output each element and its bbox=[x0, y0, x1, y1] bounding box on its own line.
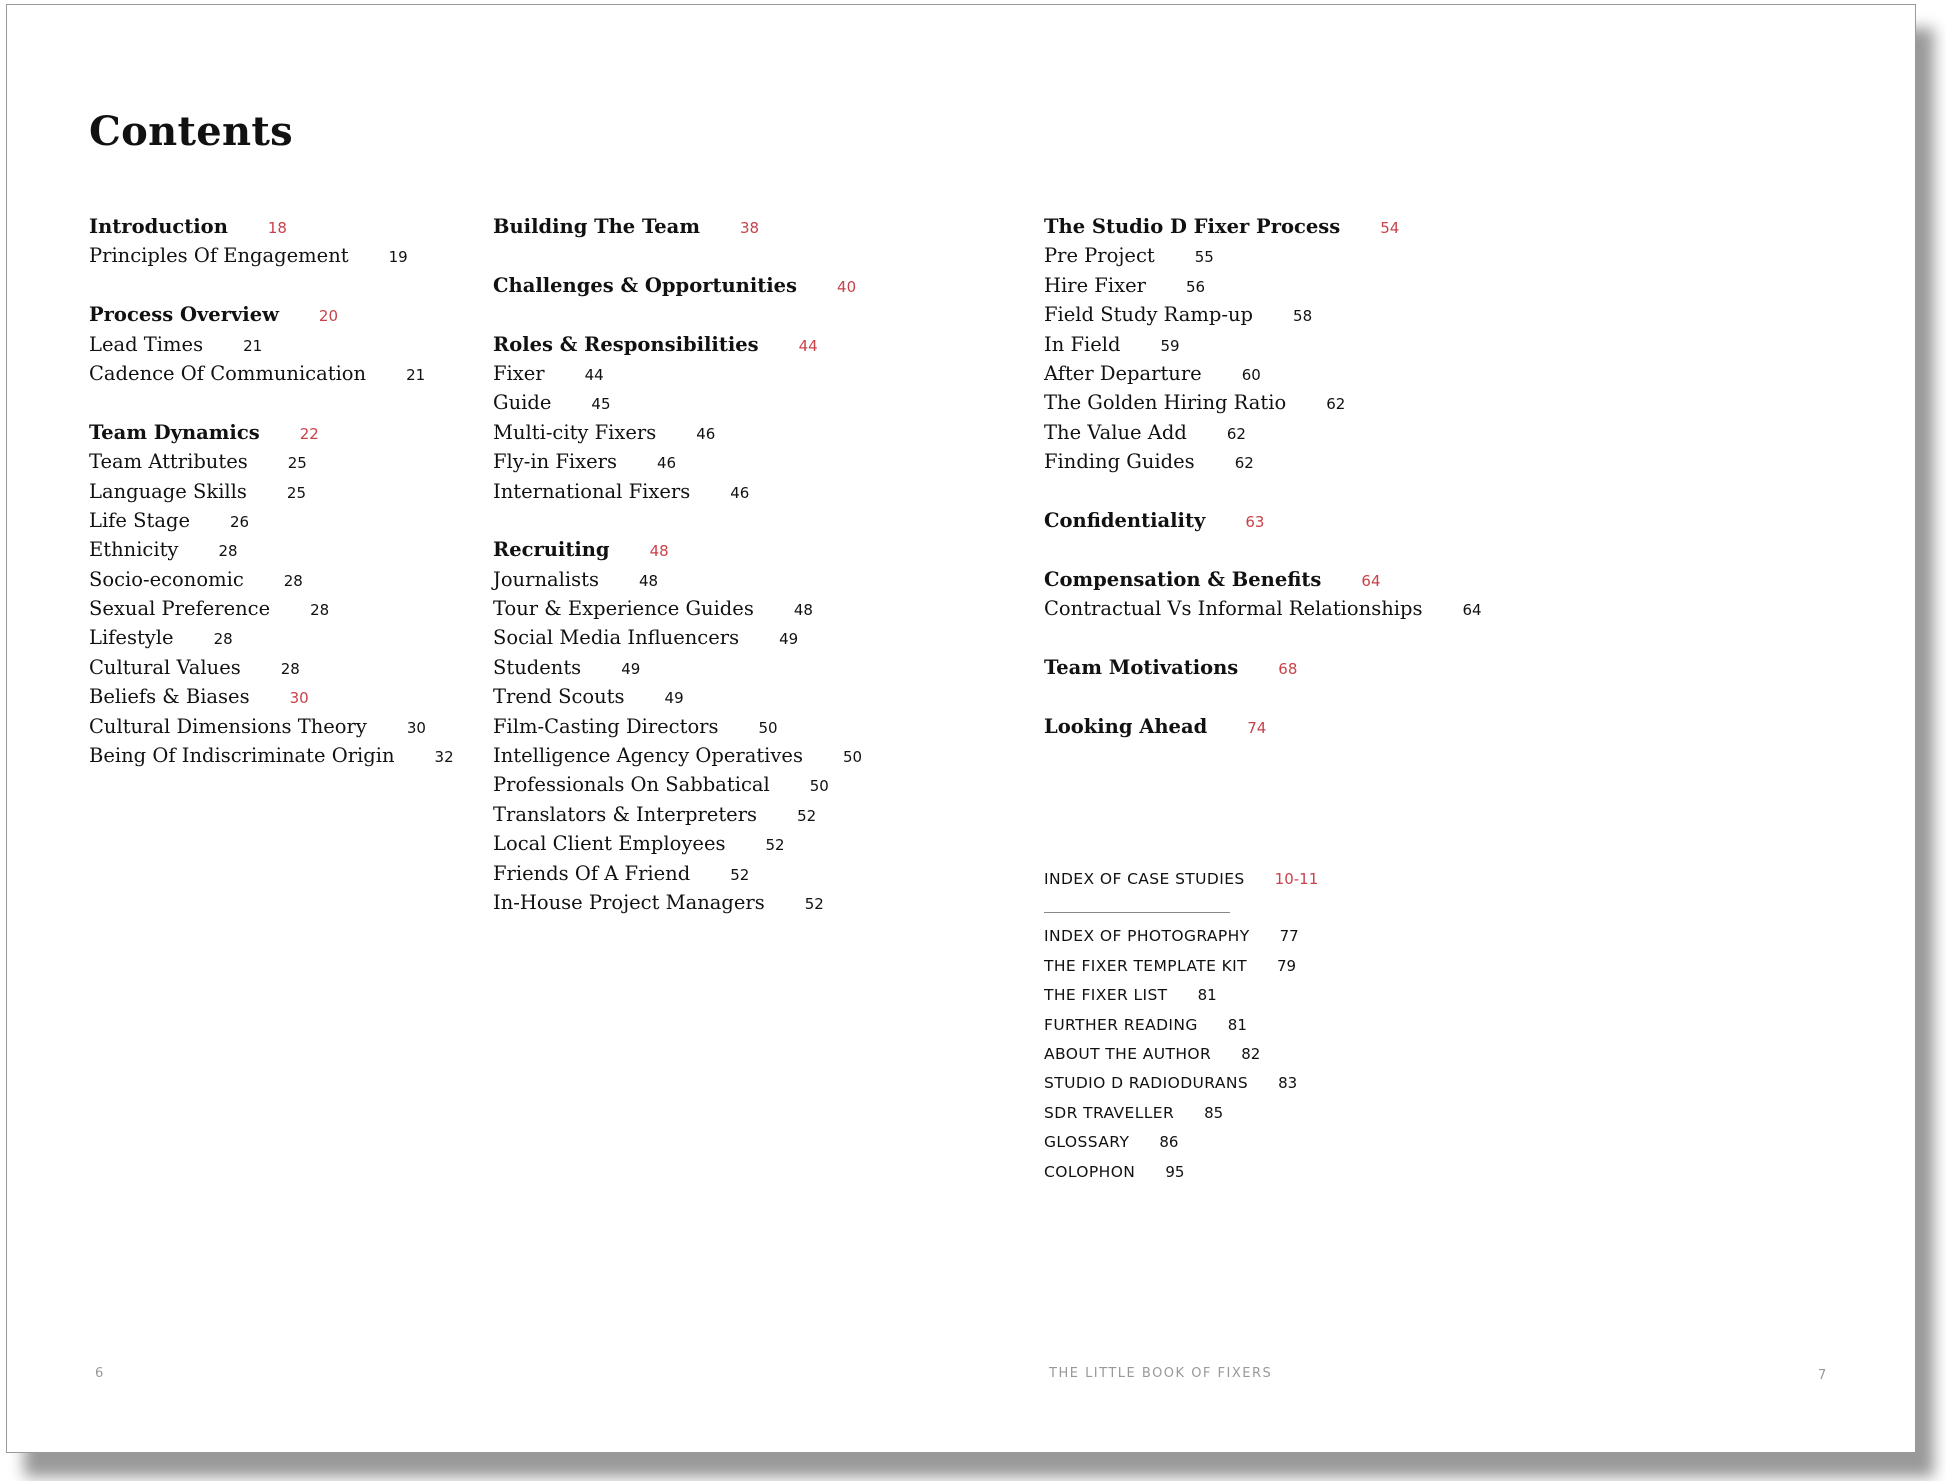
toc-section bbox=[1044, 656, 1482, 685]
entry-page: 52 bbox=[730, 865, 750, 884]
entry-title: Field Study Ramp-up bbox=[1044, 303, 1254, 327]
entry-page: 28 bbox=[310, 601, 330, 620]
toc-entry[interactable] bbox=[493, 626, 862, 655]
index-items bbox=[1044, 927, 1318, 1192]
toc-entry[interactable] bbox=[1044, 274, 1482, 303]
section-page: 54 bbox=[1380, 219, 1400, 237]
entry-page: 56 bbox=[1185, 277, 1206, 296]
section-title: Looking Ahead bbox=[1044, 714, 1208, 738]
entry-page: 28 bbox=[213, 630, 233, 649]
toc-section-heading[interactable] bbox=[1044, 509, 1482, 538]
index-label: FURTHER READING bbox=[1044, 1015, 1198, 1034]
entry-page: 50 bbox=[809, 777, 829, 796]
toc-entry[interactable] bbox=[89, 685, 454, 714]
entry-page: 62 bbox=[1226, 424, 1246, 443]
toc-entry[interactable] bbox=[89, 626, 454, 655]
toc-section bbox=[493, 274, 862, 303]
entry-title: Professionals On Sabbatical bbox=[493, 773, 770, 797]
section-title: Challenges & Opportunities bbox=[493, 273, 798, 297]
toc-section bbox=[1044, 215, 1482, 480]
entry-title: In Field bbox=[1044, 332, 1121, 356]
divider bbox=[1044, 912, 1230, 913]
toc-entry[interactable] bbox=[493, 568, 862, 597]
entry-page: 25 bbox=[287, 454, 307, 473]
toc-entry[interactable] bbox=[493, 450, 862, 479]
toc-entry[interactable] bbox=[89, 568, 454, 597]
entry-page: 32 bbox=[434, 748, 454, 767]
toc-section-heading[interactable] bbox=[493, 215, 862, 244]
toc-section-heading[interactable] bbox=[89, 215, 454, 244]
toc-section-heading[interactable] bbox=[493, 274, 862, 303]
toc-section bbox=[493, 215, 862, 244]
toc-entry[interactable] bbox=[1044, 450, 1482, 479]
entry-title: In-House Project Managers bbox=[493, 890, 765, 914]
toc-entry[interactable] bbox=[1044, 244, 1482, 273]
entry-page: 25 bbox=[286, 483, 307, 502]
section-title: Building The Team bbox=[493, 215, 700, 238]
entry-page: 46 bbox=[730, 483, 750, 502]
index-page: 82 bbox=[1241, 1044, 1261, 1063]
toc-entry[interactable] bbox=[1044, 597, 1482, 626]
toc-entry[interactable] bbox=[493, 715, 862, 744]
toc-entry[interactable] bbox=[493, 773, 862, 802]
toc-section-heading[interactable] bbox=[493, 538, 862, 567]
toc-entry[interactable] bbox=[493, 362, 862, 391]
section-page: 74 bbox=[1247, 718, 1267, 737]
toc-column-3 bbox=[1044, 215, 1482, 773]
footer-book-title: THE LITTLE BOOK OF FIXERS bbox=[1049, 1366, 1273, 1381]
toc-section bbox=[89, 421, 454, 774]
entry-title: Lead Times bbox=[89, 332, 204, 356]
section-page: 20 bbox=[318, 307, 338, 326]
entry-title: Cultural Values bbox=[89, 655, 241, 679]
entry-page: 52 bbox=[797, 806, 817, 825]
entry-title: Guide bbox=[493, 391, 552, 415]
entry-title: Hire Fixer bbox=[1044, 273, 1146, 297]
toc-entry[interactable] bbox=[89, 244, 454, 273]
entry-page: 30 bbox=[289, 689, 309, 708]
entry-title: Lifestyle bbox=[89, 626, 174, 650]
section-title: Introduction bbox=[89, 215, 228, 238]
index-item[interactable] bbox=[1044, 957, 1318, 986]
entry-title: The Golden Hiring Ratio bbox=[1044, 391, 1287, 415]
entry-page: 49 bbox=[664, 689, 684, 708]
toc-entry[interactable] bbox=[89, 538, 454, 567]
toc-entry[interactable] bbox=[89, 509, 454, 538]
entry-page: 28 bbox=[218, 542, 238, 561]
toc-section bbox=[89, 303, 454, 391]
toc-entry[interactable] bbox=[493, 832, 862, 861]
index-label: THE FIXER TEMPLATE KIT bbox=[1044, 956, 1248, 975]
toc-section bbox=[1044, 568, 1482, 627]
entry-title: Multi-city Fixers bbox=[493, 420, 657, 444]
index-list bbox=[1044, 870, 1318, 1192]
section-page: 44 bbox=[798, 336, 818, 355]
entry-title: Pre Project bbox=[1044, 244, 1155, 268]
toc-entry[interactable] bbox=[89, 362, 454, 391]
entry-title: Socio-economic bbox=[89, 567, 244, 591]
index-item[interactable] bbox=[1044, 1104, 1318, 1133]
entry-page: 59 bbox=[1160, 336, 1180, 355]
index-page: 79 bbox=[1277, 956, 1297, 975]
entry-page: 45 bbox=[591, 395, 611, 414]
entry-title: Team Attributes bbox=[89, 450, 248, 474]
entry-title: Principles Of Engagement bbox=[89, 244, 349, 268]
entry-page: 50 bbox=[842, 748, 863, 767]
index-page: 86 bbox=[1159, 1133, 1179, 1152]
entry-page: 19 bbox=[388, 248, 408, 267]
section-page: 63 bbox=[1245, 512, 1265, 531]
entry-title: Language Skills bbox=[89, 479, 247, 503]
toc-entry[interactable] bbox=[1044, 362, 1482, 391]
toc-column-2 bbox=[493, 215, 862, 950]
toc-section-heading[interactable] bbox=[1044, 715, 1482, 744]
entry-page: 21 bbox=[243, 336, 263, 355]
toc-entry[interactable] bbox=[493, 891, 862, 920]
toc-entry[interactable] bbox=[1044, 333, 1482, 362]
index-item-case-studies[interactable] bbox=[1044, 870, 1318, 899]
toc-entry[interactable] bbox=[89, 333, 454, 362]
toc-section bbox=[1044, 509, 1482, 538]
index-label: ABOUT THE AUTHOR bbox=[1044, 1044, 1212, 1063]
toc-entry[interactable] bbox=[89, 744, 454, 773]
entry-page: 50 bbox=[758, 718, 778, 737]
index-item[interactable] bbox=[1044, 1074, 1318, 1103]
toc-entry[interactable] bbox=[89, 450, 454, 479]
index-item[interactable] bbox=[1044, 1133, 1318, 1162]
section-page: 48 bbox=[649, 542, 669, 561]
section-title: Recruiting bbox=[493, 538, 610, 562]
entry-title: Being Of Indiscriminate Origin bbox=[89, 744, 395, 768]
toc-entry[interactable] bbox=[89, 597, 454, 626]
index-label: STUDIO D RADIODURANS bbox=[1044, 1074, 1249, 1093]
entry-page: 30 bbox=[406, 718, 426, 737]
entry-page: 28 bbox=[280, 659, 300, 678]
section-title: Process Overview bbox=[89, 303, 279, 327]
toc-entry[interactable] bbox=[493, 656, 862, 685]
entry-page: 55 bbox=[1194, 248, 1214, 267]
entry-title: Friends Of A Friend bbox=[493, 861, 691, 885]
entry-page: 52 bbox=[804, 894, 824, 913]
footer-page-right: 7 bbox=[1818, 1368, 1828, 1383]
section-page: 18 bbox=[267, 219, 287, 237]
entry-title: Tour & Experience Guides bbox=[493, 597, 754, 621]
toc-entry[interactable] bbox=[89, 480, 454, 509]
entry-title: Students bbox=[493, 655, 582, 679]
entry-title: Intelligence Agency Operatives bbox=[493, 744, 803, 768]
toc-entry[interactable] bbox=[89, 656, 454, 685]
toc-entry[interactable] bbox=[89, 715, 454, 744]
index-label: COLOPHON bbox=[1044, 1162, 1136, 1181]
section-page: 64 bbox=[1361, 571, 1381, 590]
section-title: Team Dynamics bbox=[89, 420, 260, 444]
toc-entry[interactable] bbox=[493, 862, 862, 891]
entry-page: 44 bbox=[584, 365, 604, 384]
index-label: GLOSSARY bbox=[1044, 1133, 1130, 1152]
entry-page: 64 bbox=[1462, 601, 1482, 620]
entry-title: Cadence Of Communication bbox=[89, 361, 367, 385]
toc-column-1 bbox=[89, 215, 454, 803]
entry-title: International Fixers bbox=[493, 479, 691, 503]
entry-page: 62 bbox=[1234, 454, 1254, 473]
index-page: 81 bbox=[1227, 1015, 1247, 1034]
entry-title: Local Client Employees bbox=[493, 832, 726, 856]
entry-page: 46 bbox=[657, 454, 677, 473]
section-title: Roles & Responsibilities bbox=[493, 332, 759, 356]
toc-section-heading[interactable] bbox=[1044, 215, 1482, 244]
section-page: 38 bbox=[739, 219, 760, 237]
section-page: 22 bbox=[299, 424, 319, 443]
index-page: 77 bbox=[1279, 927, 1299, 946]
toc-section-heading[interactable] bbox=[1044, 568, 1482, 597]
entry-page: 60 bbox=[1241, 365, 1261, 384]
entry-title: After Departure bbox=[1044, 361, 1202, 385]
entry-page: 62 bbox=[1326, 395, 1346, 414]
entry-title: Translators & Interpreters bbox=[493, 802, 758, 826]
toc-section bbox=[1044, 715, 1482, 744]
entry-page: 49 bbox=[779, 630, 799, 649]
index-item[interactable] bbox=[1044, 927, 1318, 956]
toc-entry[interactable] bbox=[1044, 391, 1482, 420]
index-page: 81 bbox=[1197, 986, 1217, 1005]
toc-entry[interactable] bbox=[493, 480, 862, 509]
toc-entry[interactable] bbox=[493, 685, 862, 714]
index-page: 10-11 bbox=[1274, 870, 1319, 888]
index-page: 95 bbox=[1165, 1162, 1185, 1181]
entry-page: 58 bbox=[1293, 307, 1313, 326]
index-item[interactable] bbox=[1044, 1016, 1318, 1045]
toc-section-heading[interactable] bbox=[493, 333, 862, 362]
entry-page: 52 bbox=[765, 836, 785, 855]
index-item[interactable] bbox=[1044, 1163, 1318, 1192]
entry-title: Life Stage bbox=[89, 508, 190, 532]
toc-entry[interactable] bbox=[493, 391, 862, 420]
toc-section bbox=[89, 215, 454, 274]
section-title: Team Motivations bbox=[1044, 655, 1239, 679]
index-item[interactable] bbox=[1044, 986, 1318, 1015]
index-label: SDR TRAVELLER bbox=[1044, 1103, 1175, 1122]
toc-section-heading[interactable] bbox=[89, 421, 454, 450]
section-title: Confidentiality bbox=[1044, 508, 1206, 532]
section-page: 40 bbox=[837, 277, 857, 296]
entry-title: Fly-in Fixers bbox=[493, 450, 617, 474]
entry-title: Ethnicity bbox=[89, 538, 179, 562]
toc-entry[interactable] bbox=[493, 744, 862, 773]
index-page: 85 bbox=[1204, 1103, 1224, 1122]
section-title: The Studio D Fixer Process bbox=[1044, 215, 1341, 238]
entry-page: 28 bbox=[283, 571, 303, 590]
section-title: Compensation & Benefits bbox=[1044, 567, 1322, 591]
index-label: INDEX OF PHOTOGRAPHY bbox=[1044, 927, 1250, 946]
entry-page: 49 bbox=[621, 659, 641, 678]
entry-title: Journalists bbox=[493, 567, 599, 591]
footer-page-left: 6 bbox=[95, 1366, 105, 1381]
entry-page: 21 bbox=[406, 365, 426, 384]
entry-title: The Value Add bbox=[1044, 420, 1187, 444]
index-item[interactable] bbox=[1044, 1045, 1318, 1074]
entry-page: 46 bbox=[696, 424, 716, 443]
toc-section-heading[interactable] bbox=[1044, 656, 1482, 685]
entry-page: 48 bbox=[793, 601, 813, 620]
index-page: 83 bbox=[1278, 1074, 1298, 1093]
toc-entry[interactable] bbox=[493, 421, 862, 450]
entry-page: 26 bbox=[230, 512, 250, 531]
entry-title: Beliefs & Biases bbox=[89, 685, 250, 709]
toc-entry[interactable] bbox=[493, 597, 862, 626]
entry-title: Film-Casting Directors bbox=[493, 714, 719, 738]
index-label: INDEX OF CASE STUDIES bbox=[1044, 870, 1245, 888]
entry-title: Contractual Vs Informal Relationships bbox=[1044, 597, 1423, 621]
entry-title: Fixer bbox=[493, 361, 545, 385]
toc-entry[interactable] bbox=[1044, 303, 1482, 332]
toc-section bbox=[493, 333, 862, 509]
toc-entry[interactable] bbox=[493, 803, 862, 832]
entry-title: Trend Scouts bbox=[493, 685, 625, 709]
entry-page: 48 bbox=[638, 571, 659, 590]
entry-title: Cultural Dimensions Theory bbox=[89, 714, 367, 738]
entry-title: Social Media Influencers bbox=[493, 626, 740, 650]
toc-section bbox=[493, 538, 862, 920]
entry-title: Sexual Preference bbox=[89, 597, 271, 621]
page-title: Contents bbox=[89, 108, 294, 155]
toc-entry[interactable] bbox=[1044, 421, 1482, 450]
entry-title: Finding Guides bbox=[1044, 450, 1195, 474]
section-page: 68 bbox=[1278, 659, 1298, 678]
index-label: THE FIXER LIST bbox=[1044, 986, 1168, 1005]
toc-section-heading[interactable] bbox=[89, 303, 454, 332]
